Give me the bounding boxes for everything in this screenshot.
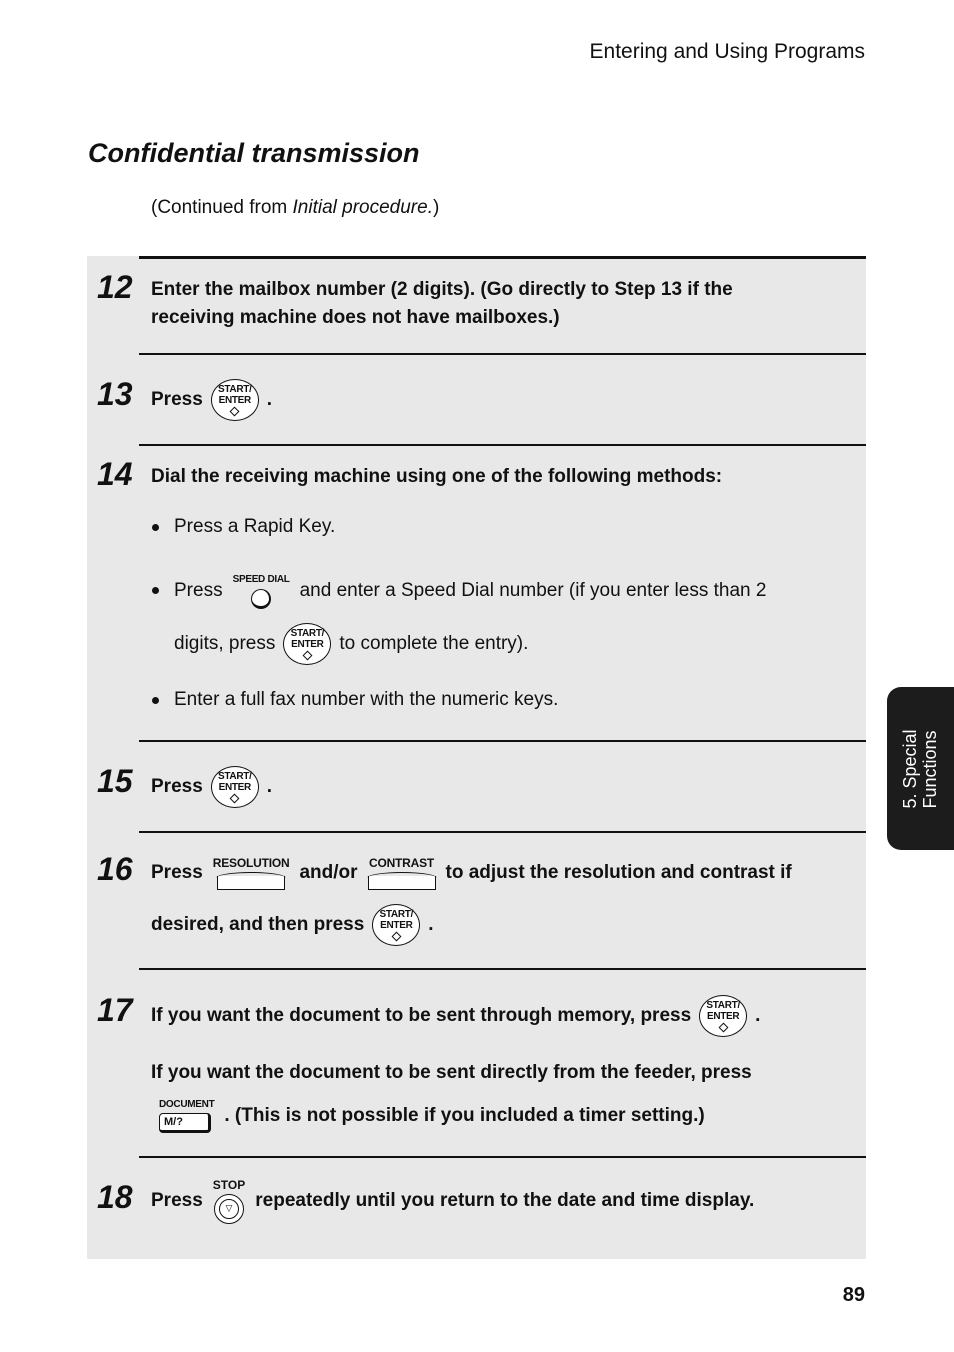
start-enter-key-icon — [372, 904, 420, 946]
step-14-intro: Dial the receiving machine using one of the following methods: — [151, 466, 723, 487]
contrast-key-icon — [368, 856, 436, 889]
step-12-text-line1: Enter the mailbox number (2 digits). (Go directly to Step 13 if the — [151, 279, 733, 300]
step-16-text-line2 — [151, 903, 434, 947]
step-number-12: 12 — [97, 269, 133, 305]
start-diamond-icon — [230, 407, 240, 417]
step-number-16: 16 — [97, 851, 133, 887]
step-divider — [139, 353, 866, 355]
step-18-text — [151, 1178, 754, 1224]
speed-dial-key-icon — [233, 574, 290, 609]
page-number: 89 — [842, 1284, 865, 1306]
continued-reference: Initial procedure. — [292, 197, 433, 218]
start-diamond-icon — [391, 932, 401, 942]
document-key-icon — [159, 1099, 214, 1133]
start-enter-key-icon — [283, 623, 331, 665]
continued-note — [151, 197, 439, 219]
start-diamond-icon — [302, 651, 312, 661]
press-label: Press — [151, 861, 203, 883]
start-enter-key-label-line1: START/ — [379, 909, 414, 920]
press-label: Press — [151, 1189, 203, 1211]
stop-button-icon — [214, 1194, 244, 1224]
bullet-icon — [152, 524, 159, 531]
running-header: Entering and Using Programs — [589, 40, 865, 63]
start-enter-key-icon — [211, 379, 259, 421]
step-13-text — [151, 378, 272, 422]
step-14-bullet-2-line2 — [174, 622, 528, 666]
step-16-text-line1 — [151, 850, 792, 896]
document-key-label: DOCUMENT — [159, 1099, 215, 1110]
step-16-rest: to adjust the resolution and contrast if — [445, 861, 792, 883]
bullet-icon — [152, 697, 159, 704]
step-14-bullet-2 — [174, 569, 766, 613]
resolution-key-icon — [213, 856, 290, 889]
contrast-key-label: CONTRAST — [368, 856, 435, 871]
speed-dial-key-label: SPEED DIAL — [232, 573, 290, 585]
start-enter-key-label-line1: START/ — [290, 628, 325, 639]
start-enter-key-label-line2: ENTER — [218, 781, 251, 793]
stop-symbol-icon: ▽ — [219, 1199, 239, 1219]
step-17-line1: If you want the document to be sent through memory, press — [151, 1004, 692, 1026]
start-enter-key-label-line2: ENTER — [291, 638, 324, 650]
step-number-15: 15 — [97, 763, 133, 799]
start-enter-key-label-line1: START/ — [217, 384, 252, 395]
period: . — [755, 1004, 761, 1026]
step-14-bullet-1: Press a Rapid Key. — [174, 516, 336, 537]
step-16-line2: desired, and then press — [151, 913, 365, 935]
step-14-bullet-2-line2-b: to complete the entry). — [339, 632, 529, 654]
step-divider — [139, 256, 866, 259]
speed-dial-button-icon — [251, 589, 271, 609]
start-enter-key-label-line2: ENTER — [218, 394, 251, 406]
bullet-icon — [152, 587, 159, 594]
section-title: Confidential transmission — [88, 138, 420, 168]
resolution-key-label: RESOLUTION — [212, 856, 290, 871]
press-label: Press — [174, 579, 223, 601]
press-label: Press — [151, 775, 203, 797]
start-enter-key-label-line2: ENTER — [706, 1010, 740, 1022]
step-18-rest: repeatedly until you return to the date and time display. — [255, 1189, 755, 1211]
step-number-14: 14 — [97, 456, 133, 492]
chapter-side-tab-line1: 5. Special — [899, 728, 920, 809]
period: . — [266, 388, 273, 410]
and-or-label: and/or — [299, 861, 358, 883]
step-15-text — [151, 765, 272, 809]
start-enter-key-label-line1: START/ — [706, 1000, 740, 1011]
period: . — [266, 775, 273, 797]
resolution-button-icon — [217, 876, 285, 890]
step-17-line3: . (This is not possible if you included a timer setting.) — [224, 1104, 705, 1126]
press-label: Press — [151, 388, 203, 410]
step-divider — [139, 831, 866, 833]
chapter-side-tab-line2: Functions — [919, 729, 940, 809]
step-divider — [139, 740, 866, 742]
period: . — [428, 913, 434, 935]
start-diamond-icon — [718, 1023, 728, 1033]
step-divider — [139, 1156, 866, 1158]
step-14-bullet-3: Enter a full fax number with the numeric keys. — [174, 689, 559, 710]
start-enter-key-label-line2: ENTER — [380, 919, 413, 931]
step-number-17: 17 — [97, 992, 133, 1028]
continued-prefix: (Continued from — [151, 197, 293, 218]
step-17-text-line3 — [159, 1096, 705, 1136]
step-12-text-line2: receiving machine does not have mailboxes.) — [151, 307, 560, 328]
step-number-13: 13 — [97, 376, 133, 412]
start-enter-key-icon — [211, 766, 259, 808]
stop-key-icon — [213, 1178, 245, 1223]
step-divider — [139, 968, 866, 970]
start-enter-key-icon — [699, 995, 747, 1037]
start-enter-key-label-line1: START/ — [217, 771, 252, 782]
step-17-text-line1 — [151, 994, 760, 1038]
step-14-bullet-2-line2-a: digits, press — [174, 632, 276, 654]
step-number-18: 18 — [97, 1179, 133, 1215]
start-diamond-icon — [230, 794, 240, 804]
chapter-side-tab — [887, 687, 954, 850]
continued-suffix: ) — [432, 197, 440, 218]
stop-key-label: STOP — [212, 1178, 246, 1193]
chapter-side-tab-label — [901, 729, 941, 808]
step-divider — [139, 444, 866, 446]
document-key-button: M/? — [159, 1113, 211, 1133]
step-14-bullet-2-rest: and enter a Speed Dial number (if you enter less than 2 — [299, 579, 767, 601]
step-17-text-line2: If you want the document to be sent directly from the feeder, press — [151, 1062, 752, 1083]
contrast-button-icon — [368, 876, 436, 890]
